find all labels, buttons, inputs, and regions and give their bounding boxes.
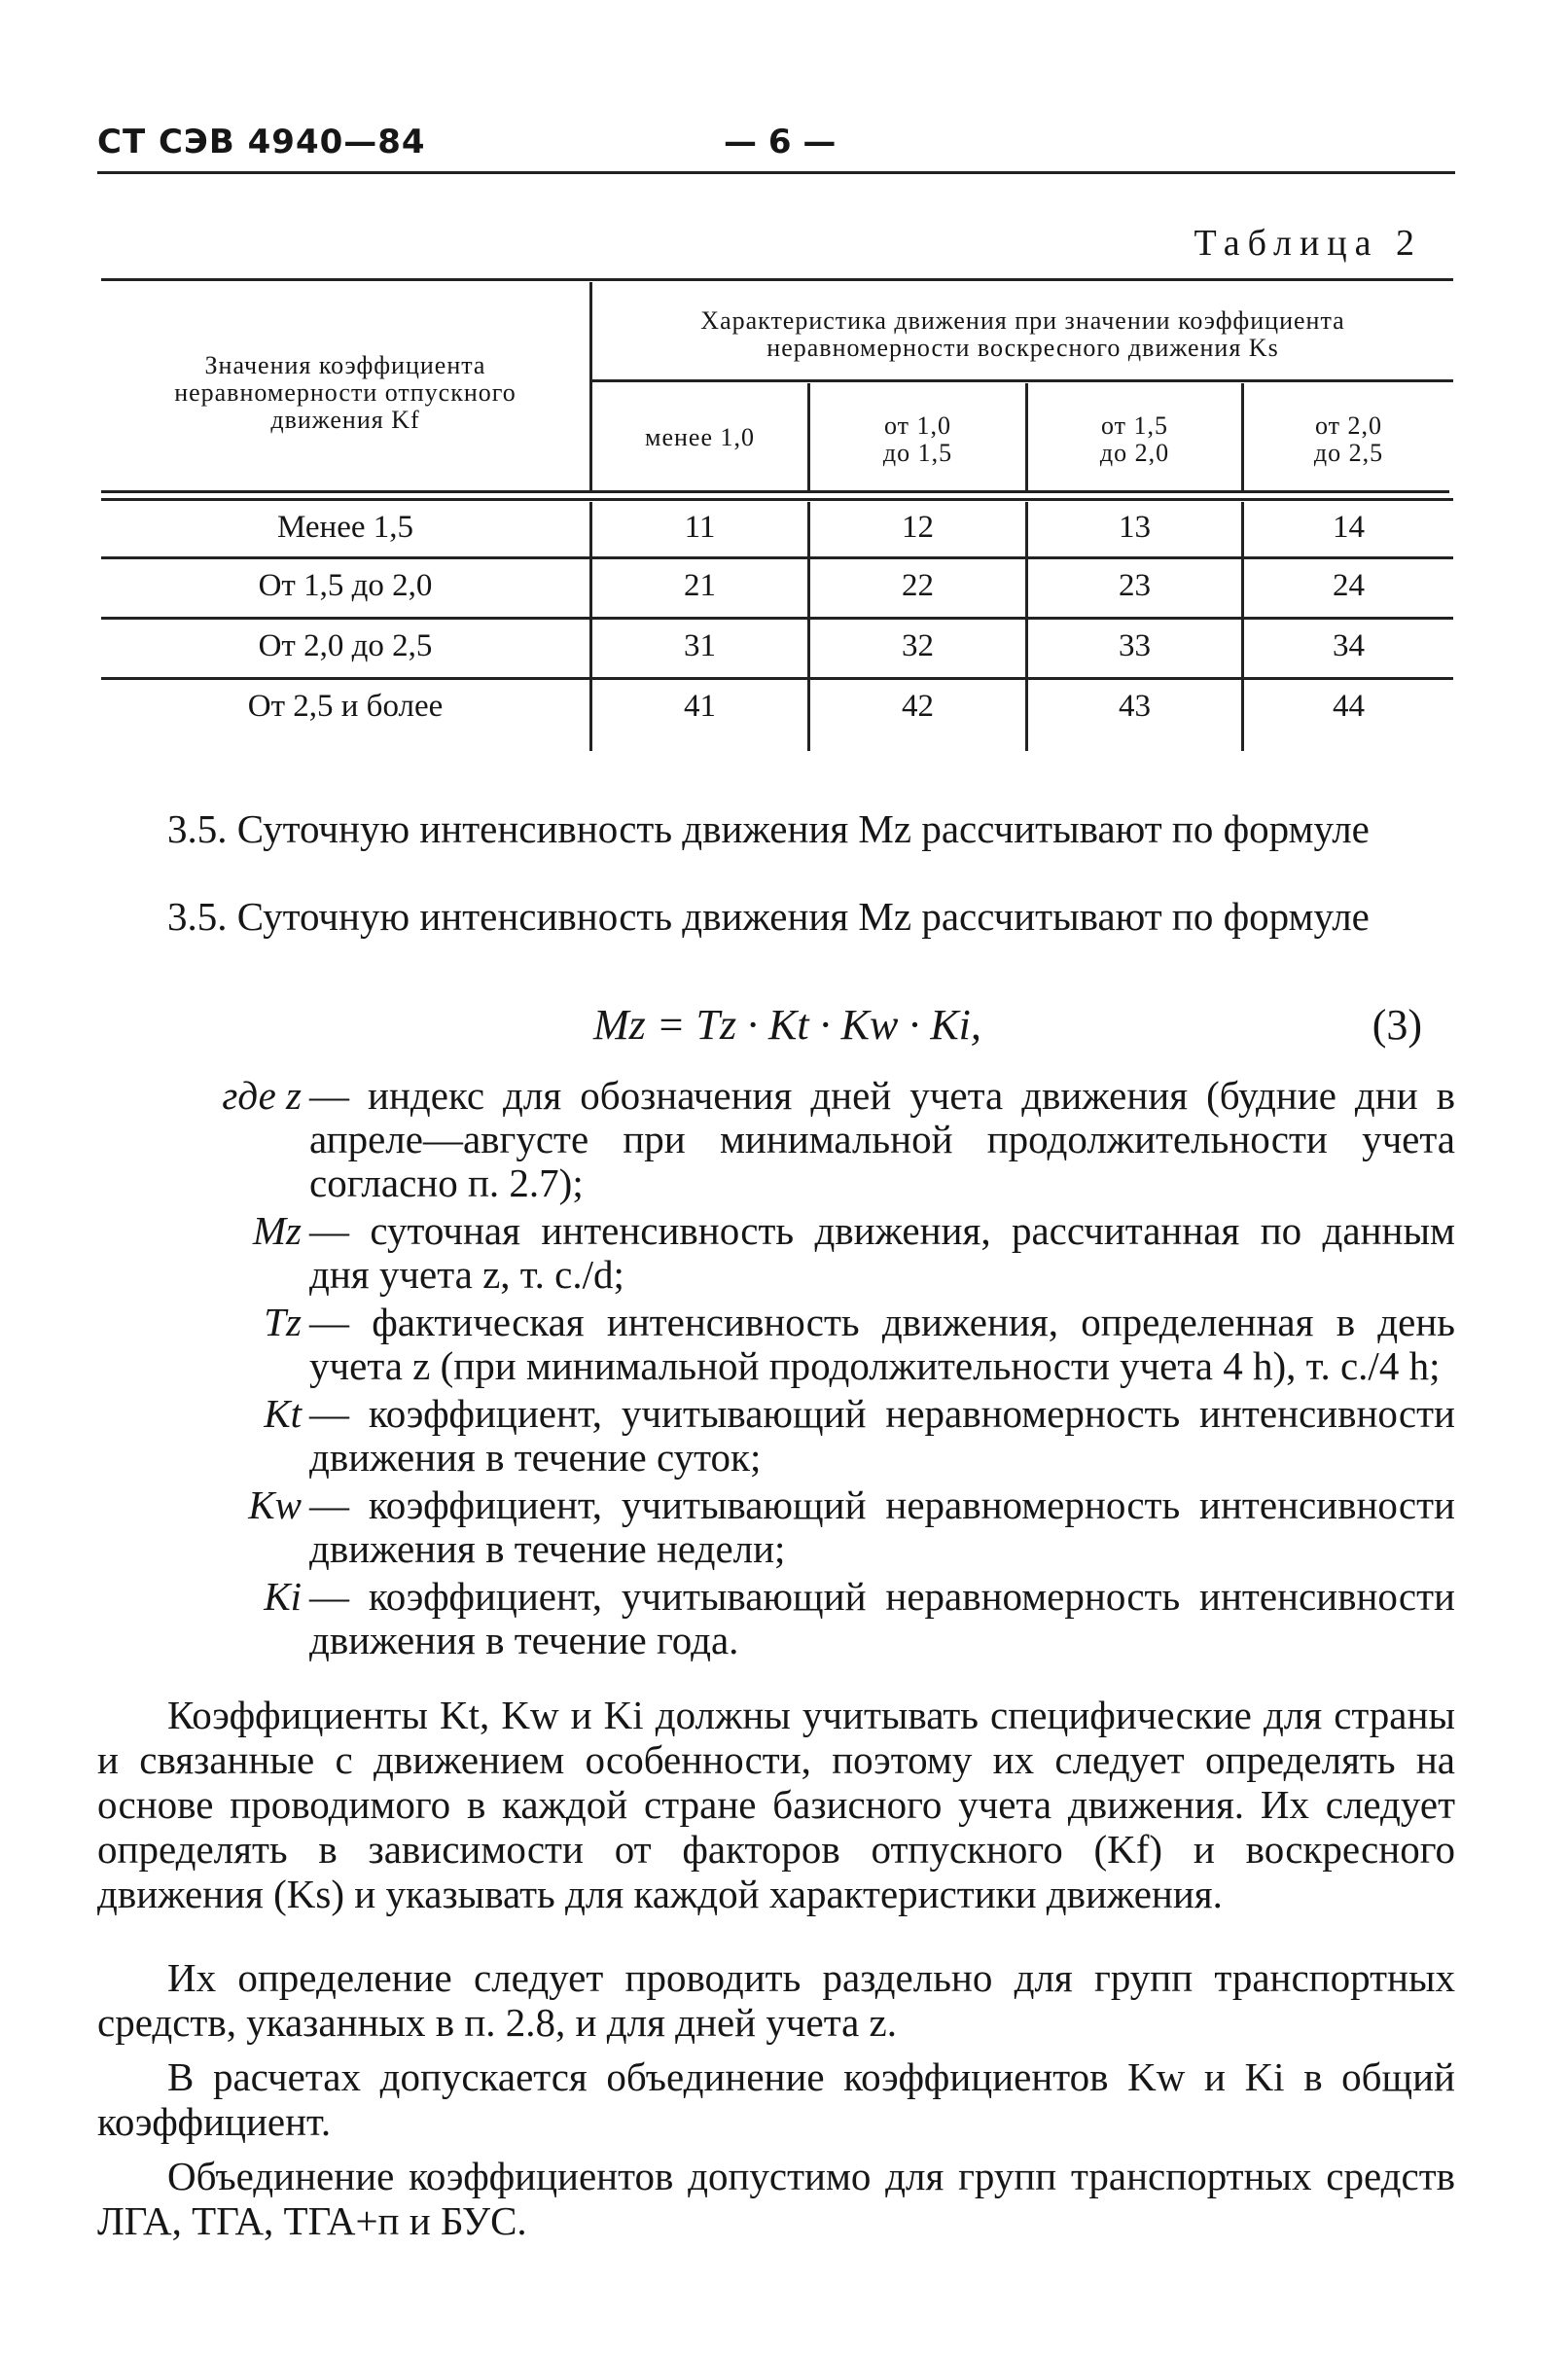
header-rule	[97, 171, 1455, 174]
table-top-rule	[101, 278, 1453, 281]
column-header-2	[810, 412, 1025, 467]
table-cell: 43	[1119, 689, 1151, 724]
definition-text: — суточная интенсивность движения, рассчитанная по данным дня учета z, т. с./d;	[309, 1208, 1455, 1297]
column-header-3	[1028, 412, 1241, 467]
row-rule-1	[101, 556, 1453, 559]
table-cell: 41	[684, 689, 716, 724]
row-rule-3	[101, 677, 1453, 680]
table-cell: 31	[684, 628, 716, 663]
row-header-line: движения Kf	[270, 406, 420, 434]
row-header	[101, 352, 589, 434]
paragraph-union: Объединение коэффициентов допустимо для групп транспортных средств ЛГА, ТГА, ТГА+п и БУС.	[97, 2154, 1455, 2243]
table-cell: 13	[1119, 510, 1151, 545]
formula: Mz = Tz · Kt · Kw · Ki,	[593, 1001, 981, 1049]
table-cell: 44	[1333, 689, 1365, 724]
table-cell: 22	[902, 568, 934, 603]
row-header-line: неравномерности отпускного	[174, 378, 517, 407]
table-cell: 12	[902, 510, 934, 545]
table-cell: 34	[1333, 628, 1365, 663]
definition-text: — коэффициент, учитывающий неравномерность интенсивности движения в течение года.	[309, 1574, 1455, 1662]
definition-text: — фактическая интенсивность движения, определенная в день учета z (при минимальной продолжительности учета 4 h), т. с./4 h;	[309, 1300, 1455, 1388]
symbol-definitions	[97, 1074, 1455, 1666]
definition-row	[97, 1301, 1455, 1388]
group-header-line: неравномерности воскресного движения Ks	[766, 334, 1279, 362]
definition-symbol: Tz	[264, 1300, 302, 1344]
group-header	[592, 307, 1453, 362]
definition-text: — индекс для обозначения дней учета движения (будние дни в апреле—августе при минимальной продолжительности учета согласно п. 2.7);	[309, 1073, 1455, 1205]
column-header-line: до 2,5	[1313, 439, 1384, 467]
paragraph-groups: Их определение следует проводить раздельно для групп транспортных средств, указанных в п. 2.8, и для дней учета z.	[97, 1955, 1455, 2045]
formula-number: (3)	[1372, 1001, 1422, 1049]
row-label: От 2,5 и более	[247, 689, 444, 724]
definition-symbol: Ki	[264, 1574, 302, 1619]
row-rule-2	[101, 617, 1453, 620]
row-label: От 2,0 до 2,5	[258, 628, 433, 663]
paragraph-3-5-a: 3.5. Суточную интенсивность движения Mz рассчитывают по формуле	[167, 806, 1370, 851]
table-cell: 24	[1333, 568, 1365, 603]
page-number: — 6 —	[724, 123, 837, 161]
paragraph-coefficients: Коэффициенты Kt, Kw и Ki должны учитывать специфические для страны и связанные с движением особенности, поэтому их следует определять на основе проводимого в каждой стране базисного учета движения. Их следует определять в зависимости от факторов отпускного (Kf) и воскресного движения (Ks) и указывать для каждой характеристики движения.	[97, 1693, 1455, 1916]
column-header-line: от 2,0	[1314, 411, 1383, 440]
paragraph-calculation: В расчетах допускается объединение коэффициентов Kw и Ki в общий коэффициент.	[97, 2054, 1455, 2144]
table-cell: 14	[1333, 510, 1365, 545]
row-header-line: Значения коэффициента	[204, 351, 486, 379]
column-header-line: до 1,5	[882, 439, 953, 467]
header-bottom-rule-1	[101, 490, 1449, 493]
row-label: Менее 1,5	[276, 510, 413, 545]
column-header-line: от 1,5	[1100, 411, 1169, 440]
row-label: От 1,5 до 2,0	[258, 568, 433, 603]
definition-row	[97, 1483, 1455, 1571]
definition-symbol: Kw	[248, 1482, 302, 1527]
table-cell: 42	[902, 689, 934, 724]
definition-text: — коэффициент, учитывающий неравномерность интенсивности движения в течение недели;	[309, 1482, 1455, 1571]
column-header-line: до 2,0	[1099, 439, 1170, 467]
table-caption: Таблица 2	[1194, 223, 1422, 264]
table-cell: 11	[684, 510, 716, 545]
document-code: СТ СЭВ 4940—84	[97, 123, 426, 161]
column-header-line: от 1,0	[883, 411, 952, 440]
column-header-1	[592, 424, 807, 451]
definition-row	[97, 1575, 1455, 1662]
definition-row	[97, 1074, 1455, 1205]
header-bottom-rule-2	[101, 498, 1453, 501]
definition-symbol: где z	[222, 1073, 302, 1118]
definition-row	[97, 1392, 1455, 1480]
column-header-line: менее 1,0	[645, 423, 755, 451]
table-cell: 32	[902, 628, 934, 663]
definition-row	[97, 1209, 1455, 1297]
definition-text: — коэффициент, учитывающий неравномерность интенсивности движения в течение суток;	[309, 1391, 1455, 1480]
column-header-4	[1244, 412, 1453, 467]
table-cell: 33	[1119, 628, 1151, 663]
table-cell: 21	[684, 568, 716, 603]
group-header-line: Характеристика движения при значении коэффициента	[700, 306, 1345, 335]
paragraph-3-5-b: 3.5. Суточную интенсивность движения Mz рассчитывают по формуле	[167, 894, 1370, 939]
coefficient-table	[101, 278, 1453, 755]
definition-symbol: Mz	[252, 1208, 302, 1253]
table-cell: 23	[1119, 568, 1151, 603]
group-header-rule	[589, 379, 1453, 382]
definition-symbol: Kt	[264, 1391, 302, 1436]
